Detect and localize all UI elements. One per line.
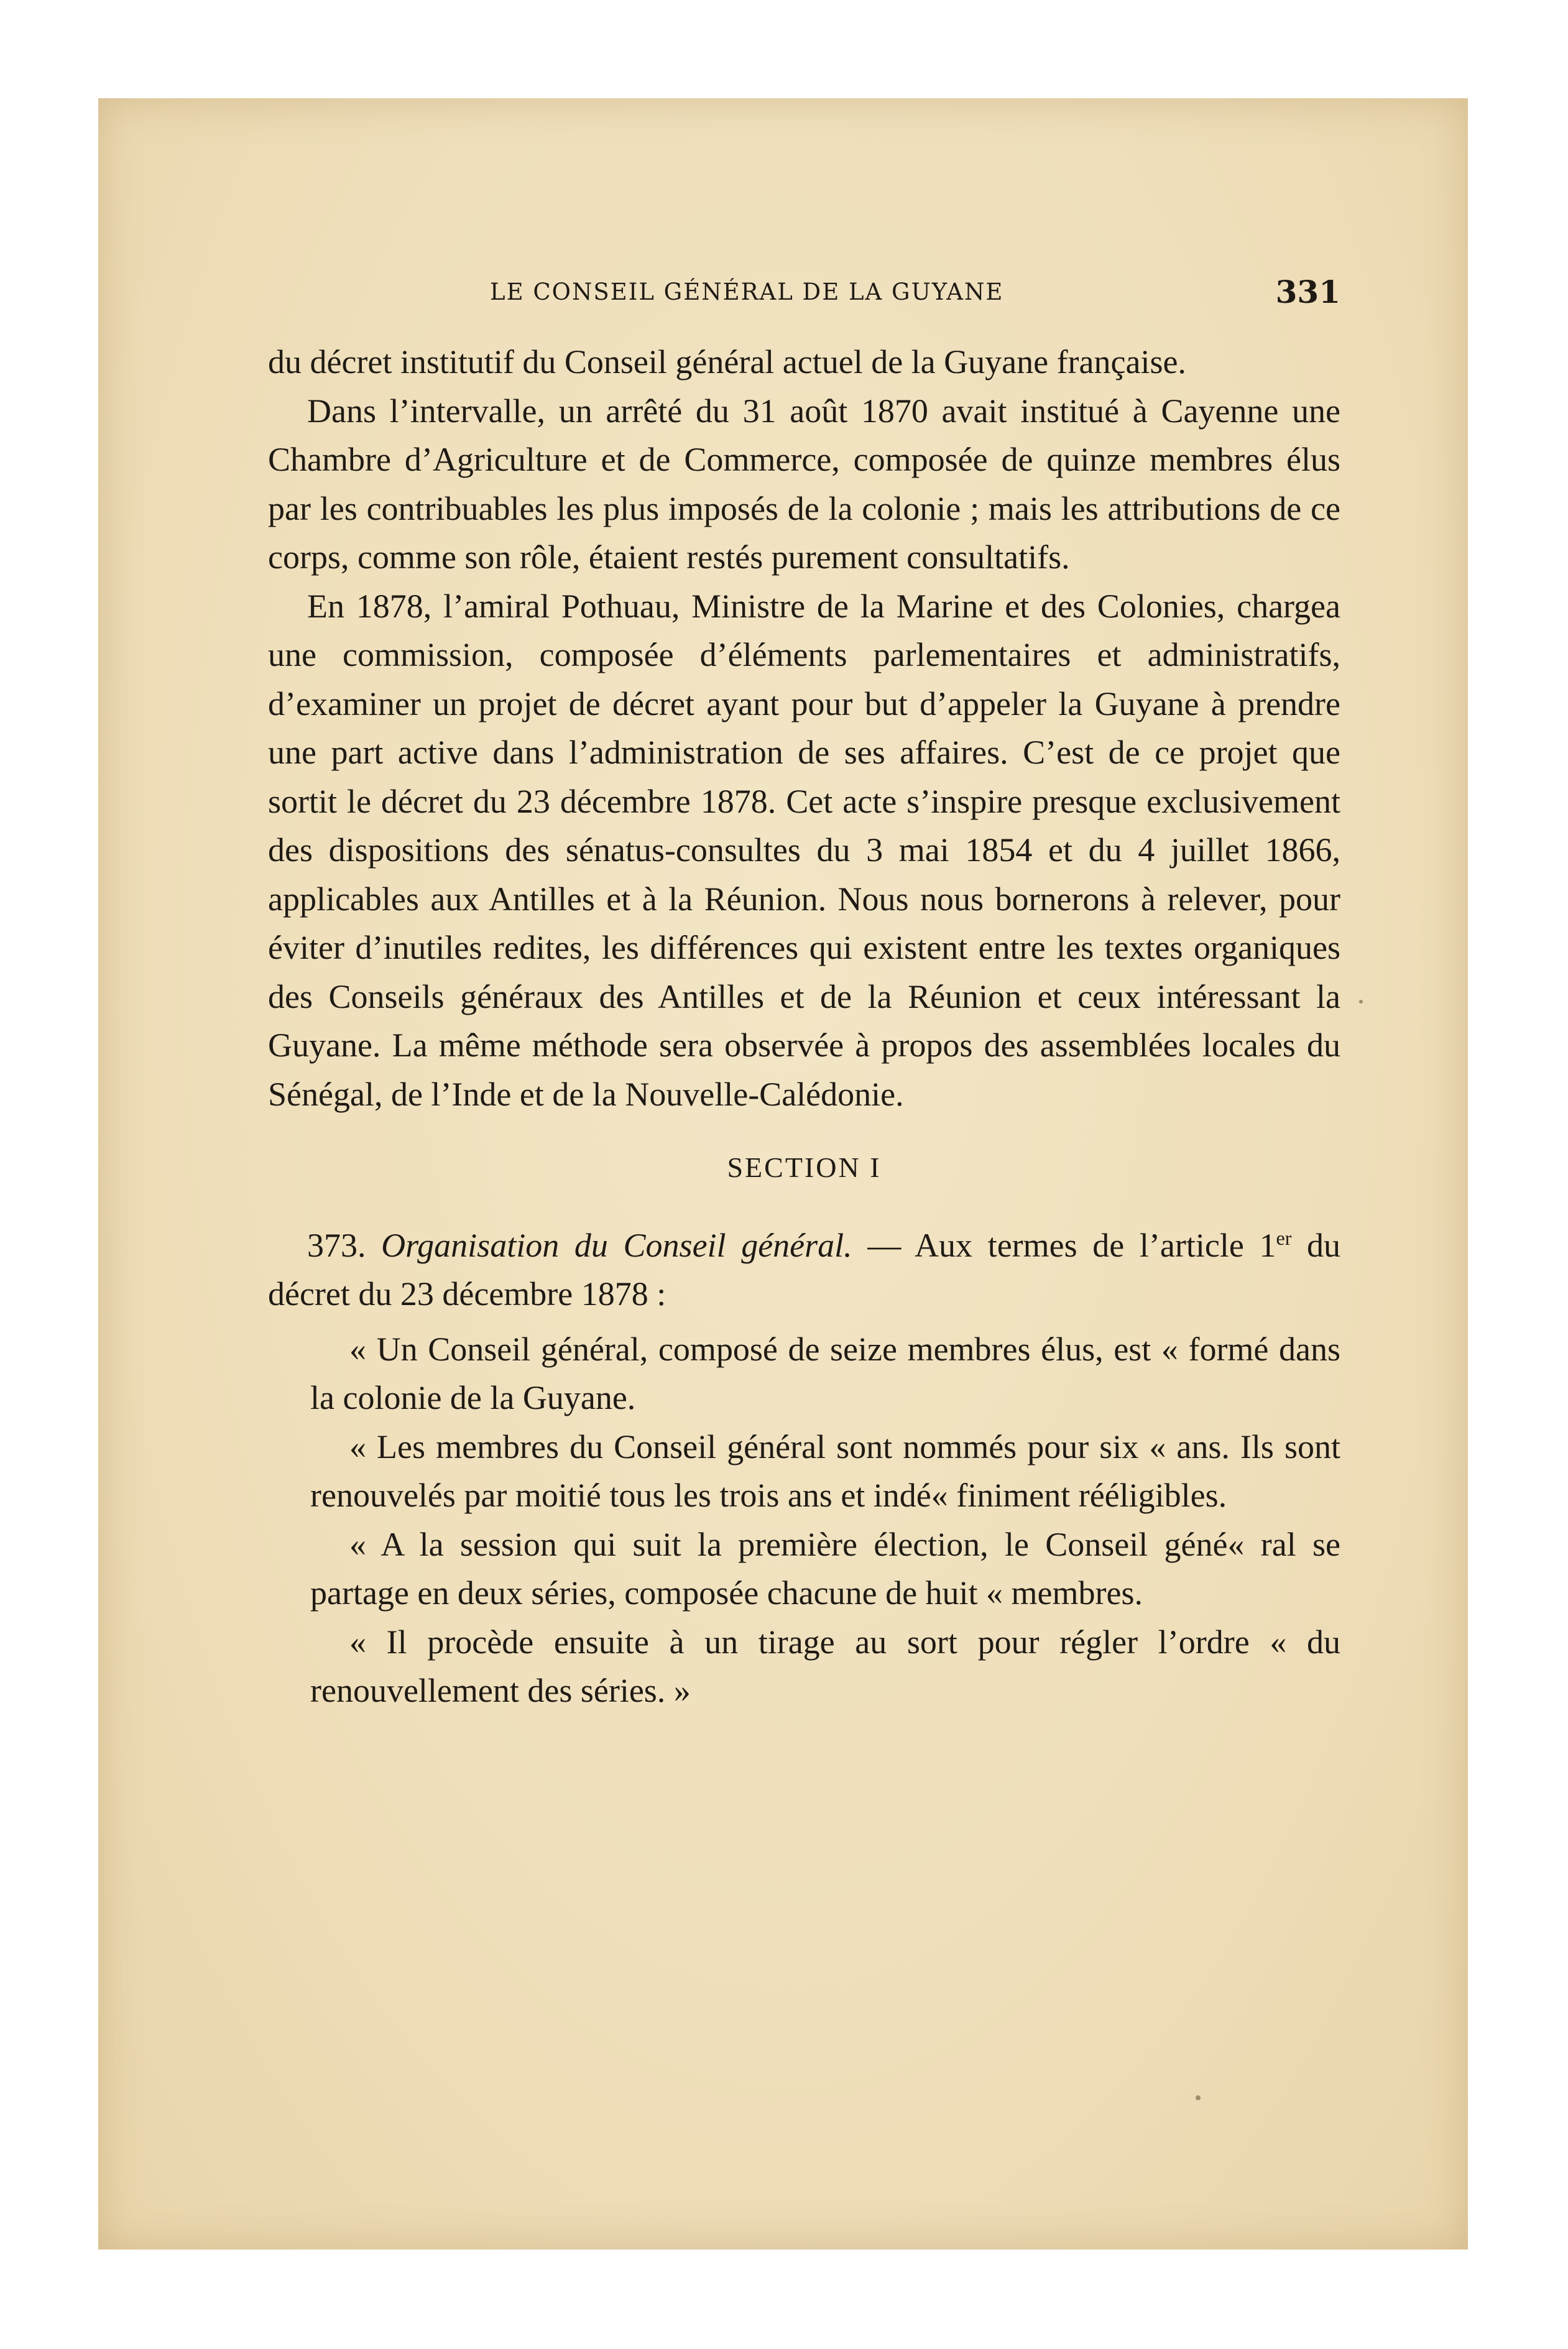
page-number: 331: [1275, 274, 1340, 310]
paragraph-373: [268, 1221, 1340, 1319]
running-head: LE CONSEIL GÉNÉRAL DE LA GUYANE: [490, 279, 1004, 305]
section-heading: SECTION I: [727, 1151, 882, 1183]
paragraph-continued: du décret institutif du Conseil général actuel de la Guyane française.: [268, 343, 1186, 381]
ink-speck: [1196, 2095, 1201, 2100]
quote-article-draw: « Il procède ensuite à un tirage au sort pour régler l’ordre « du renouvellement des séries. »: [310, 1623, 1340, 1709]
quote-article-composition: « Un Conseil général, composé de seize membres élus, est « formé dans la colonie de la Guyane.: [310, 1330, 1340, 1416]
quote-article-term: « Les membres du Conseil général sont nommés pour six « ans. Ils sont renouvelés par moitié tous les trois ans et indé« finiment rééligibles.: [310, 1428, 1340, 1514]
paragraph-intro: — Aux termes de l’article 1: [852, 1226, 1276, 1264]
body-text: [268, 338, 1340, 1715]
paragraph-chamber-of-agriculture: Dans l’intervalle, un arrêté du 31 août 1870 avait institué à Cayenne une Chambre d’Agriculture et de Commerce, composée de quinze membres élus par les contribuables les plus imposés de la colonie ; mais les attributions de ce corps, comme son rôle, étaient restés purement consultatifs.: [268, 392, 1340, 576]
ink-speck: [1359, 1000, 1363, 1004]
paragraph-intro-end: du décret du 23 décembre 1878 :: [268, 1226, 1341, 1313]
paragraph-decree-1878: En 1878, l’amiral Pothuau, Ministre de la Marine et des Colonies, chargea une commission, composée d’éléments parlementaires et administratifs, d’examiner un projet de décret ayant pour but d’appeler la Guyane à prendre une part active dans l’administration de ses affaires. C’est de ce projet que sortit le décret du 23 décembre 1878. Cet acte s’inspire presque exclusivement des dispositions des sénatus-consultes du 3 mai 1854 et du 4 juillet 1866, applicables aux Antilles et à la Réunion. Nous nous bornerons à relever, pour éviter d’inutiles redites, les différences qui existent entre les textes organiques des Conseils généraux des Antilles et de la Réunion et ceux intéressant la Guyane. La même méthode sera observée à propos des assemblées locales du Sénégal, de l’Inde et de la Nouvelle-Calédonie.: [268, 587, 1340, 1113]
ordinal-superscript: er: [1276, 1226, 1292, 1249]
page-header: [98, 267, 1468, 317]
quote-article-series: « A la session qui suit la première élection, le Conseil géné« ral se partage en deux séries, composée chacune de huit « membres.: [310, 1525, 1340, 1612]
scanned-page: [98, 98, 1468, 2250]
paragraph-number: 373.: [307, 1226, 366, 1264]
paragraph-title: Organisation du Conseil général.: [381, 1226, 852, 1264]
